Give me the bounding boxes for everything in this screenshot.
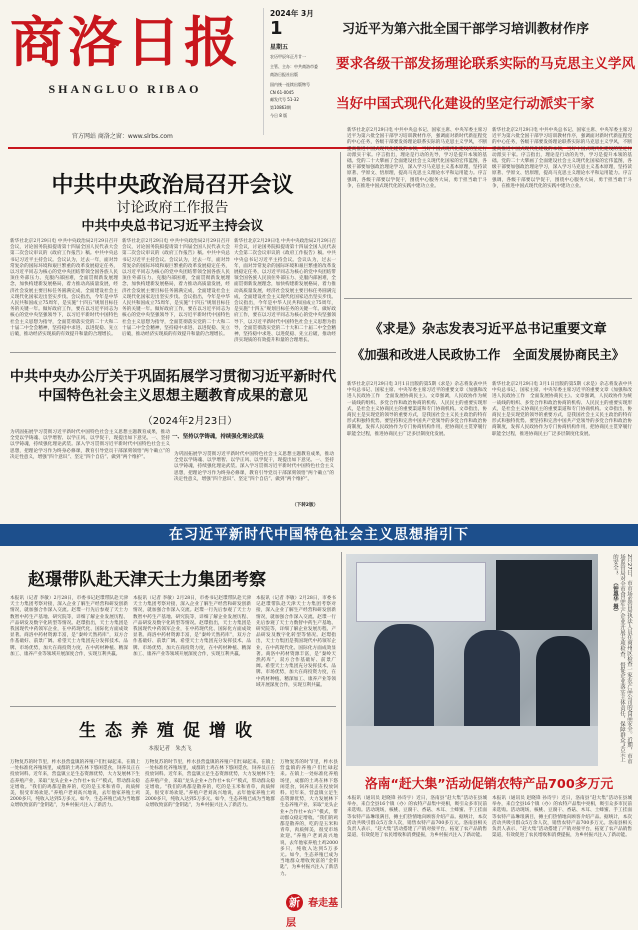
politburo-body-col-1: 新华社北京2月29日电 中共中央政治局2月29日召开会议，讨论国务院拟提请第十四届全国人民代表大会第二次会议审议的《政府工作报告》稿。中共中央总书记习近平主持会议。会议认为，过去一年，面对异常复杂的国际环境和艰巨繁重的改革发展稳定任务，以习近平同志为核心的党中央团结带领全国各族人民顶住外部压力、克服内部困难，全面贯彻新发展理念，加快构建新发展格局，着力推动高质量发展，经济社会发展主要目标任务圆满完成，全面建设社会主义现代化国家迈出坚实步伐。会议指出，今年是中华人民共和国成立75周年，是实施“十四五”规划目标任务的关键一年。做好政府工作，要在以习近平同志为核心的党中央坚强领导下，以习近平新时代中国特色社会主义思想为指导，全面贯彻落实党的二十大和二十届二中全会精神，坚持稳中求进、以进促稳、先立后破，推动经济实现质的有效提升和量的合理增长。 bbox=[10, 239, 118, 338]
qiushi-body-col-1: 新华社北京2月29日电 3月1日出版的第5期《求是》杂志将发表中共中央总书记、国家主席、中央军委主席习近平的重要文章《加强和改进人民政协工作 全面发展协商民主》。文章强调，人民政协作为统一战线的组织、多党合作和政治协商的机构、人民民主的重要实现形式，是社会主义协商民主的重要渠道和专门协商机构。文章指出，协商民主是实现党的领导的重要方式，是我国社会主义民主政治的特有形式和独特优势。要坚持和完善中国共产党领导的多党合作和政治协商制度，发挥人民政协作为专门协商机构作用，把协商民主贯穿履行职能全过程，推进协商民主广泛多层制度化发展。 bbox=[347, 382, 487, 437]
masthead-logo: 商洛日报 bbox=[10, 10, 242, 74]
market-inspection-photo bbox=[346, 554, 598, 766]
column-tag-text: 春走基层 bbox=[286, 898, 339, 929]
issue-cn-number: CN 61-0045 bbox=[270, 90, 294, 95]
center-divider bbox=[340, 152, 341, 527]
issue-post-code: 邮发代号 51-32 bbox=[270, 97, 299, 102]
guideline-headline-2: 中国特色社会主义思想主题教育成果的意见 bbox=[38, 388, 308, 404]
politburo-body-col-3: 新华社北京2月29日电 中共中央政治局2月29日召开会议，讨论国务院拟提请第十四届全国人民代表大会第二次会议审议的《政府工作报告》稿。中共中央总书记习近平主持会议。会议认为，过去一年，面对异常复杂的国际环境和艰巨繁重的改革发展稳定任务，以习近平同志为核心的党中央团结带领全国各族人民顶住外部压力、克服内部困难，全面贯彻新发展理念，加快构建新发展格局，着力推动高质量发展，经济社会发展主要目标任务圆满完成，全面建设社会主义现代化国家迈出坚实步伐。会议指出，今年是中华人民共和国成立75周年，是实施“十四五”规划目标任务的关键一年。做好政府工作，要在以习近平同志为核心的党中央坚强领导下，以习近平新时代中国特色社会主义思想为指导，全面贯彻落实党的二十大和二十届二中全会精神，坚持稳中求进、以进促稳、先立后破，推动经济实现质的有效提升和量的合理增长。 bbox=[234, 239, 336, 344]
ecology-byline: 本报记者 朱杰飞 bbox=[148, 746, 192, 752]
guideline-sub-label: 一、坚持以学铸魂，持续强化理论武装 bbox=[172, 434, 264, 440]
tianjin-headline: 赵璟带队赴天津天士力集团考察 bbox=[28, 570, 266, 590]
politburo-subhead-2: 中共中央总书记习近平主持会议 bbox=[81, 219, 264, 234]
politburo-body-col-2: 新华社北京2月29日电 中共中央政治局2月29日召开会议，讨论国务院拟提请第十四届全国人民代表大会第二次会议审议的《政府工作报告》稿。中共中央总书记习近平主持会议。会议认为，过去一年，面对异常复杂的国际环境和艰巨繁重的改革发展稳定任务，以习近平同志为核心的党中央团结带领全国各族人民顶住外部压力、克服内部困难，全面贯彻新发展理念，加快构建新发展格局，着力推动高质量发展，经济社会发展主要目标任务圆满完成，全面建设社会主义现代化国家迈出坚实步伐。会议指出，今年是中华人民共和国成立75周年，是实施“十四五”规划目标任务的关键一年。做好政府工作，要在以习近平同志为核心的党中央坚强领导下，以习近平新时代中国特色社会主义思想为指导，全面贯彻落实党的二十大和二十届二中全会精神，坚持稳中求进、以进促稳、先立后破，推动经济实现质的有效提升和量的合理增长。 bbox=[122, 239, 230, 338]
luonan-body-col-1: 本报讯（通讯员 赵晓锋 孙诗宇）近日，洛南县“赶大集”活动在县城举办，来自全县16个镇（办）的农特产品集中亮相，吸引众多市民前来选购。活动现场，核桃、豆腐干、香菇、木耳、土蜂蜜、手工挂面等农特产品琳琅满目，摊主们热情地向顾客介绍产品。据统计，本次活动共吸引群众5万余人次，销售农特产品700多万元。洛南县相关负责人表示，“赶大集”活动搭建了产销对接平台，拓宽了农产品销售渠道，有效促进了农民增收和消费提振，为乡村振兴注入了新动能。 bbox=[347, 796, 487, 839]
ecology-body-col-2: 万物复苏的时节里，柞水县营盘镇的养殖户们忙碌起来。在镇上一处标准化养殖场里，成群的土鸡在林下悠闲觅食，饲养员正在投放饲料。近年来，营盘镇立足生态资源优势，大力发展林下生态养殖产业，采取“龙头企业+合作社+农户”模式，带动群众稳定增收。“我们的鸡都是散养的，吃的是玉米和青草，肉质鲜美，很受市场欢迎。”养殖户老刘高兴地说，去年他家养殖土鸡2000多只，纯收入达到5万多元。如今，生态养殖已成为当地群众增收致富的“金钥匙”，为乡村振兴注入了新活力。 bbox=[145, 760, 275, 809]
issue-date-day: 1 bbox=[270, 18, 283, 39]
issue-cn-code: 国内统一连续出版物号 bbox=[270, 82, 310, 87]
tianjin-body-col-1: 本报讯（记者 李敏）2月28日，市委书记赵璟带队赴天津天士力集团考察对接，深入企业了解生产经营和研发创新情况，就加强合作深入交流。赵璟一行先后参观了天士力数智中药生产基地、研究院等，详细了解企业发展历程、产品研发及数字化转型等情况。赵璟指出，天士力集团是我国现代中药领军企业，在中药现代化、国际化方面成效显著。商洛中药材资源丰富，是“秦岭天然药库”，双方合作基础好、前景广阔。希望天士力集团充分发挥技术、品牌、市场优势，加大在商投资力度，在中药材种植、精深加工、康养产业等领域开展深度合作，实现互利共赢。 bbox=[10, 596, 128, 657]
ecology-body-col-1: 万物复苏的时节里，柞水县营盘镇的养殖户们忙碌起来。在镇上一处标准化养殖场里，成群的土鸡在林下悠闲觅食，饲养员正在投放饲料。近年来，营盘镇立足生态资源优势，大力发展林下生态养殖产业，采取“龙头企业+合作社+农户”模式，带动群众稳定增收。“我们的鸡都是散养的，吃的是玉米和青草，肉质鲜美，很受市场欢迎。”养殖户老刘高兴地说，去年他家养殖土鸡2000多只，纯收入达到5万多元。如今，生态养殖已成为当地群众增收致富的“金钥匙”，为乡村振兴注入了新活力。 bbox=[10, 760, 140, 809]
photo-table bbox=[346, 726, 598, 766]
bottom-divider bbox=[341, 552, 342, 908]
tianjin-body-col-3: 本报讯（记者 李敏）2月28日，市委书记赵璟带队赴天津天士力集团考察对接，深入企业了解生产经营和研发创新情况，就加强合作深入交流。赵璟一行先后参观了天士力数智中药生产基地、研究院等，详细了解企业发展历程、产品研发及数字化转型等情况。赵璟指出，天士力集团是我国现代中药领军企业，在中药现代化、国际化方面成效显著。商洛中药材资源丰富，是“秦岭天然药库”，双方合作基础好、前景广阔。希望天士力集团充分发挥技术、品牌、市场优势，加大在商投资力度，在中药材种植、精深加工、康养产业等领域开展深度合作，实现互利共赢。 bbox=[256, 596, 336, 688]
lead-divider bbox=[344, 298, 632, 299]
photo-caption-text: 2月27日，市市场监管局执法人员在商州区检查一家农产品公司的食品安全。近期，市市场监管局对全市食品生产企业开展专项检查，督促企业落实主体责任，保障群众“舌尖上的安全”。 bbox=[612, 554, 632, 765]
luonan-headline: 洛南“赶大集”活动促销农特产品700多万元 bbox=[364, 777, 614, 792]
guideline-body-col-2: 为巩固拓展学习贯彻习近平新时代中国特色社会主义思想主题教育成果，推动全党以学铸魂、以学增智、以学正风、以学促干，现提出如下意见。一、坚持以学铸魂，持续强化理论武装。深入学习贯彻习近平新时代中国特色社会主义思想，把理论学习作为终身必修课，教育引导党员干部深刻领悟“两个确立”的决定性意义，增强“四个意识”、坚定“四个自信”、做到“两个维护”。 bbox=[174, 452, 334, 482]
issue-date-month: 2024年 3月 bbox=[270, 9, 314, 18]
issue-lunar: 农历甲辰年正月廿一 bbox=[270, 54, 306, 59]
qiushi-headline-2: 《加强和改进人民政协工作 全面发展协商民主》 bbox=[351, 347, 625, 362]
politburo-subhead-1: 讨论政府工作报告 bbox=[116, 200, 229, 216]
ecology-body-col-3: 万物复苏的时节里，柞水县营盘镇的养殖户们忙碌起来。在镇上一处标准化养殖场里，成群的土鸡在林下悠闲觅食，饲养员正在投放饲料。近年来，营盘镇立足生态资源优势，大力发展林下生态养殖产业，采取“龙头企业+合作社+农户”模式，带动群众稳定增收。“我们的鸡都是散养的，吃的是玉米和青草，肉质鲜美，很受市场欢迎。”养殖户老刘高兴地说，去年他家养殖土鸡2000多只，纯收入达到5万多元。如今，生态养殖已成为当地群众增收致富的“金钥匙”，为乡村振兴注入了新活力。 bbox=[280, 760, 338, 877]
guideline-headline-1: 中共中央办公厅关于巩固拓展学习贯彻习近平新时代 bbox=[9, 369, 337, 385]
politburo-headline: 中共中央政治局召开会议 bbox=[51, 173, 294, 198]
theme-banner-text: 在习近平新时代中国特色社会主义思想指引下 bbox=[169, 527, 469, 543]
masthead-pinyin: SHANGLUO RIBAO bbox=[48, 82, 202, 96]
photo-caption-vertical bbox=[602, 554, 632, 766]
masthead-info bbox=[263, 8, 329, 135]
qiushi-headline-1: 《求是》杂志发表习近平总书记重要文章 bbox=[369, 322, 607, 337]
issue-pages: 今日 8 版 bbox=[270, 113, 288, 118]
issue-weekday: 星期五 bbox=[270, 44, 289, 51]
lead-headline-top: 习近平为第六批全国干部学习培训教材作序 bbox=[342, 22, 590, 37]
masthead-title bbox=[10, 10, 258, 74]
ecology-headline: 生态养殖促增收 bbox=[79, 721, 261, 741]
guideline-date: （2024年2月23日） bbox=[142, 416, 238, 427]
photo-caption-credit: （钟惠华 摄） bbox=[612, 580, 618, 615]
photo-window bbox=[496, 560, 592, 630]
photo-shelf bbox=[356, 562, 486, 622]
theme-banner bbox=[0, 524, 638, 546]
qiushi-body-col-2: 新华社北京2月29日电 3月1日出版的第5期《求是》杂志将发表中共中央总书记、国家主席、中央军委主席习近平的重要文章《加强和改进人民政协工作 全面发展协商民主》。文章强调，人民政协作为统一战线的组织、多党合作和政治协商的机构、人民民主的重要实现形式，是社会主义协商民主的重要渠道和专门协商机构。文章指出，协商民主是实现党的领导的重要方式，是我国社会主义民主政治的特有形式和独特优势。要坚持和完善中国共产党领导的多党合作和政治协商制度，发挥人民政协作为专门协商机构作用，把协商民主贯穿履行职能全过程，推进协商民主广泛多层制度化发展。 bbox=[492, 382, 632, 437]
lead-headline-main-2: 当好中国式现代化建设的坚定行动派实干家 bbox=[336, 96, 595, 112]
tianjin-divider bbox=[10, 706, 336, 707]
lead-body-col-1: 新华社北京2月29日电 中共中央总书记、国家主席、中央军委主席习近平为第六批全国干部学习培训教材作序，强调面对新时代新征程党的中心任务，各级干部要发扬理论联系实际的马克思主义学风，不断提高推进中国式现代化建设的本领，当好中国式现代化建设的坚定行动派实干家。序言指出，理论是行动的先导，学习是提升本领的基础。党的二十大擘画了全面建设社会主义现代化国家的宏伟蓝图，各级干部要加强政治理论学习，深入学习马克思主义基本原理，坚持读原著、学原文、悟原理，提高马克思主义理论水平和运用能力。序言强调，各级干部要以学促干，围绕中心服务大局，勇于担当敢于斗争，在推进中国式现代化的实践中建功立业。 bbox=[347, 128, 487, 189]
issue-sponsor: 主管、主办：中共商洛市委 bbox=[270, 64, 318, 69]
lead-body-col-2: 新华社北京2月29日电 中共中央总书记、国家主席、中央军委主席习近平为第六批全国干部学习培训教材作序，强调面对新时代新征程党的中心任务，各级干部要发扬理论联系实际的马克思主义学风，不断提高推进中国式现代化建设的本领，当好中国式现代化建设的坚定行动派实干家。序言指出，理论是行动的先导，学习是提升本领的基础。党的二十大擘画了全面建设社会主义现代化国家的宏伟蓝图，各级干部要加强政治理论学习，深入学习马克思主义基本原理，坚持读原著、学原文、悟原理，提高马克思主义理论水平和运用能力。序言强调，各级干部要以学促干，围绕中心服务大局，勇于担当敢于斗争，在推进中国式现代化的实践中建功立业。 bbox=[492, 128, 632, 189]
tianjin-body-col-2: 本报讯（记者 李敏）2月28日，市委书记赵璟带队赴天津天士力集团考察对接，深入企业了解生产经营和研发创新情况，就加强合作深入交流。赵璟一行先后参观了天士力数智中药生产基地、研究院等，详细了解企业发展历程、产品研发及数字化转型等情况。赵璟指出，天士力集团是我国现代中药领军企业，在中药现代化、国际化方面成效显著。商洛中药材资源丰富，是“秦岭天然药库”，双方合作基础好、前景广阔。希望天士力集团充分发挥技术、品牌、市场优势，加大在商投资力度，在中药材种植、精深加工、康养产业等领域开展深度合作，实现互利共赢。 bbox=[133, 596, 251, 657]
luonan-body-col-2: 本报讯（通讯员 赵晓锋 孙诗宇）近日，洛南县“赶大集”活动在县城举办，来自全县16个镇（办）的农特产品集中亮相，吸引众多市民前来选购。活动现场，核桃、豆腐干、香菇、木耳、土蜂蜜、手工挂面等农特产品琳琅满目，摊主们热情地向顾客介绍产品。据统计，本次活动共吸引群众5万余人次，销售农特产品700多万元。洛南县相关负责人表示，“赶大集”活动搭建了产销对接平台，拓宽了农产品销售渠道，有效促进了农民增收和消费提振，为乡村振兴注入了新动能。 bbox=[492, 796, 632, 839]
website-label: 官方网站 商洛之窗：www.slrbs.com bbox=[72, 133, 173, 140]
column-tag bbox=[286, 891, 340, 929]
politburo-divider bbox=[10, 352, 336, 353]
column-tag-new: 新 bbox=[286, 894, 303, 911]
guideline-continued: （下转2版） bbox=[292, 503, 319, 508]
issue-publisher: 商洛日报社出版 bbox=[270, 72, 298, 77]
guideline-body-col-1: 为巩固拓展学习贯彻习近平新时代中国特色社会主义思想主题教育成果，推动全党以学铸魂、以学增智、以学正风、以学促干，现提出如下意见。一、坚持以学铸魂，持续强化理论武装。深入学习贯彻习近平新时代中国特色社会主义思想，把理论学习作为终身必修课，教育引导党员干部深刻领悟“两个确立”的决定性意义，增强“四个意识”、坚定“四个自信”、做到“两个维护”。 bbox=[10, 430, 170, 460]
lead-headline-main-1: 要求各级干部发扬理论联系实际的马克思主义学风 bbox=[336, 56, 636, 72]
issue-number: 第10863期 bbox=[270, 105, 291, 110]
